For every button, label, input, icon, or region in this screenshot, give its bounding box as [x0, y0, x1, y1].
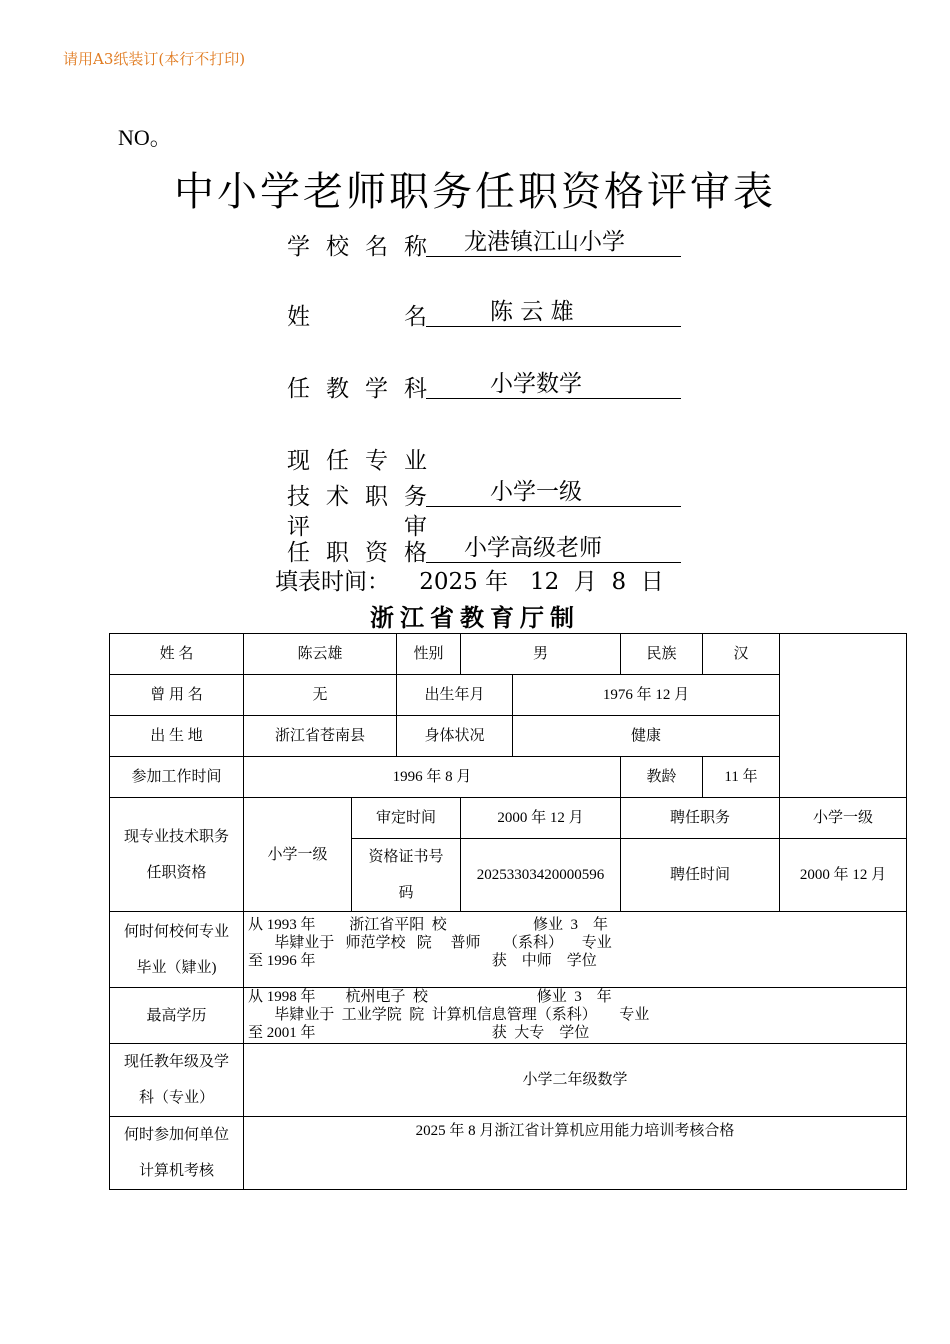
grad-label: 何时何校何专业毕业（肄业) [110, 912, 244, 988]
print-note: 请用A3纸装订(本行不打印) [63, 50, 246, 68]
health-value: 健康 [513, 716, 780, 757]
table-row [110, 798, 907, 839]
edu-line-3: 至 2001 年 获 大专 学位 [248, 1025, 590, 1041]
computer-exam-label: 何时参加何单位计算机考核 [110, 1117, 244, 1190]
birth-value: 1976 年 12 月 [513, 675, 780, 716]
current-title-value: 小学一级 [490, 479, 582, 505]
birthplace-label: 出 生 地 [110, 716, 244, 757]
edu-line-1: 从 1998 年 杭州电子 校 修业 3 年 [248, 989, 612, 1005]
current-qual-label: 现专业技术职务任职资格 [110, 798, 244, 912]
review-qual-label-1: 评 审 [287, 514, 427, 540]
cert-no-value: 20253303420000596 [461, 839, 621, 912]
hired-post-label: 聘任职务 [621, 798, 780, 839]
gender-label: 性别 [397, 634, 461, 675]
table-row [110, 1044, 907, 1117]
former-name-label: 曾 用 名 [110, 675, 244, 716]
name-value: 陈 云 雄 [490, 299, 574, 325]
info-table [109, 633, 907, 1190]
current-grade-label: 现任教年级及学科（专业） [110, 1044, 244, 1117]
former-name-value: 无 [244, 675, 397, 716]
work-start-label: 参加工作时间 [110, 757, 244, 798]
table-row [110, 1117, 907, 1190]
birth-label: 出生年月 [397, 675, 513, 716]
name-cell-label: 姓 名 [110, 634, 244, 675]
approve-time-value: 2000 年 12 月 [461, 798, 621, 839]
current-title-label-1: 现 任 专 业 [287, 448, 427, 474]
grad-line-3: 至 1996 年 获 中师 学位 [248, 953, 597, 969]
current-grade-value: 小学二年级数学 [244, 1044, 907, 1117]
table-row [110, 912, 907, 988]
grad-line-1: 从 1993 年 浙江省平阳 校 修业 3 年 [248, 917, 609, 933]
fill-date: 填表时间： 2025 年 12 月 8 日 [275, 569, 664, 595]
birthplace-value: 浙江省苍南县 [244, 716, 397, 757]
school-value: 龙港镇江山小学 [464, 229, 625, 255]
photo-cell [780, 634, 907, 798]
highest-edu-info [244, 988, 907, 1044]
subject-label: 任 教 学 科 [287, 376, 427, 402]
hired-time-value: 2000 年 12 月 [780, 839, 907, 912]
name-cell-value: 陈云雄 [244, 634, 397, 675]
school-label: 学 校 名 称 [287, 234, 427, 260]
school-value-line [426, 228, 681, 257]
review-qual-value-line [426, 534, 681, 563]
form-title: 中小学老师职务任职资格评审表 [174, 169, 776, 215]
gender-value: 男 [461, 634, 621, 675]
ethnic-label: 民族 [621, 634, 703, 675]
form-number-label: NO。 [118, 125, 172, 150]
subject-value-line [426, 370, 681, 399]
approve-time-label: 审定时间 [352, 798, 461, 839]
table-row [110, 988, 907, 1044]
cert-no-label: 资格证书号码 [352, 839, 461, 912]
computer-exam-value: 2025 年 8 月浙江省计算机应用能力培训考核合格 [244, 1117, 907, 1190]
ethnic-value: 汉 [703, 634, 780, 675]
review-qual-label-2: 任 职 资 格 [287, 540, 427, 566]
issuer: 浙江省教育厅制 [370, 603, 580, 632]
hired-time-label: 聘任时间 [621, 839, 780, 912]
current-title-label-2: 技 术 职 务 [287, 484, 427, 510]
hired-post-value: 小学一级 [780, 798, 907, 839]
grad-info [244, 912, 907, 988]
table-row [110, 634, 907, 675]
current-qual-value: 小学一级 [244, 798, 352, 912]
grad-line-2: 毕肄业于 师范学校 院 普师 （系科） 专业 [248, 935, 612, 951]
edu-line-2: 毕肄业于 工业学院 院 计算机信息管理（系科） 专业 [248, 1007, 650, 1023]
teach-years-label: 教龄 [621, 757, 703, 798]
subject-value: 小学数学 [490, 371, 582, 397]
work-start-value: 1996 年 8 月 [244, 757, 621, 798]
health-label: 身体状况 [397, 716, 513, 757]
current-title-value-line [426, 478, 681, 507]
name-value-line [426, 298, 681, 327]
review-qual-value: 小学高级老师 [464, 535, 602, 561]
teach-years-value: 11 年 [703, 757, 780, 798]
name-label: 姓 名 [287, 304, 427, 330]
highest-edu-label: 最高学历 [110, 988, 244, 1044]
